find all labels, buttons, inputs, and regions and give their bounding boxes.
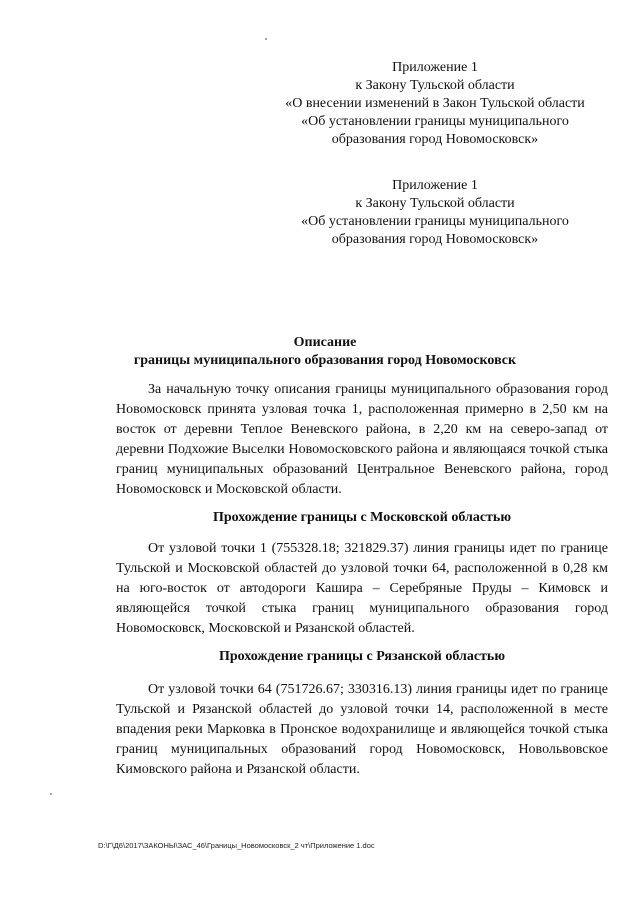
footer-file-path: D:\Г\Д6\2017\ЗАКОНЫ\ЗАС_46\Границы_Новомосковск_2 чт\Приложение 1.doc (98, 841, 375, 850)
appendix-1-line-2: к Закону Тульской области (355, 78, 515, 93)
document-title (60, 334, 590, 370)
section-text-ryazan: От узловой точки 64 (751726.67; 330316.13) линия границы идет по границе Тульской и Рязанской областей до узловой точки 14, расположенной в месте впадения реки Марковка в Пронское водохранилище и являющейся точкой стыка границ муниципальных образований город Новомосковск, Новольвовское Кимовского района и Рязанской области. (116, 682, 608, 777)
intro-paragraph: За начальную точку описания границы муниципального образования город Новомосковск принята узловая точка 1, расположенная примерно в 2,50 км на восток от деревни Теплое Веневского района, в 2,20 км на северо-запад от деревни Подхожие Выселки Новомосковского района и являющаяся точкой стыка границ муниципальных образований Центральное Веневского района, город Новомосковск и Московской области. (116, 382, 608, 497)
appendix-1-line-4: «Об установлении границы муниципального (301, 114, 569, 129)
appendix-header-original (255, 177, 615, 249)
appendix-1-line-1: Приложение 1 (392, 60, 478, 75)
appendix-header-amendment (255, 59, 615, 149)
section-heading-ryazan: Прохождение границы с Рязанской областью (218, 649, 506, 664)
appendix-2-line-2: к Закону Тульской области (355, 196, 515, 211)
appendix-1-line-3: «О внесении изменений в Закон Тульской области (285, 96, 585, 111)
appendix-2-line-4: образования город Новомосковск» (331, 232, 539, 247)
title-line-2: границы муниципального образования город Новомосковск (133, 353, 517, 368)
section-text-moscow: От узловой точки 1 (755328.18; 321829.37) линия границы идет по границе Тульской и Московской областей до узловой точки 64, расположенной в 0,28 км на юго-восток от автодороги Кашира – Серебряные Пруды – Кимовск и являющейся точкой стыка границ муниципального образования город Новомосковск, Московской и Рязанской областей. (116, 541, 608, 636)
scan-speck (265, 38, 267, 40)
scan-speck (50, 793, 52, 795)
appendix-1-line-5: образования город Новомосковск» (331, 132, 539, 147)
section-heading-moscow: Прохождение границы с Московской областью (212, 510, 512, 525)
appendix-2-line-1: Приложение 1 (392, 178, 478, 193)
appendix-2-line-3: «Об установлении границы муниципального (301, 214, 569, 229)
title-line-1: Описание (293, 335, 357, 350)
